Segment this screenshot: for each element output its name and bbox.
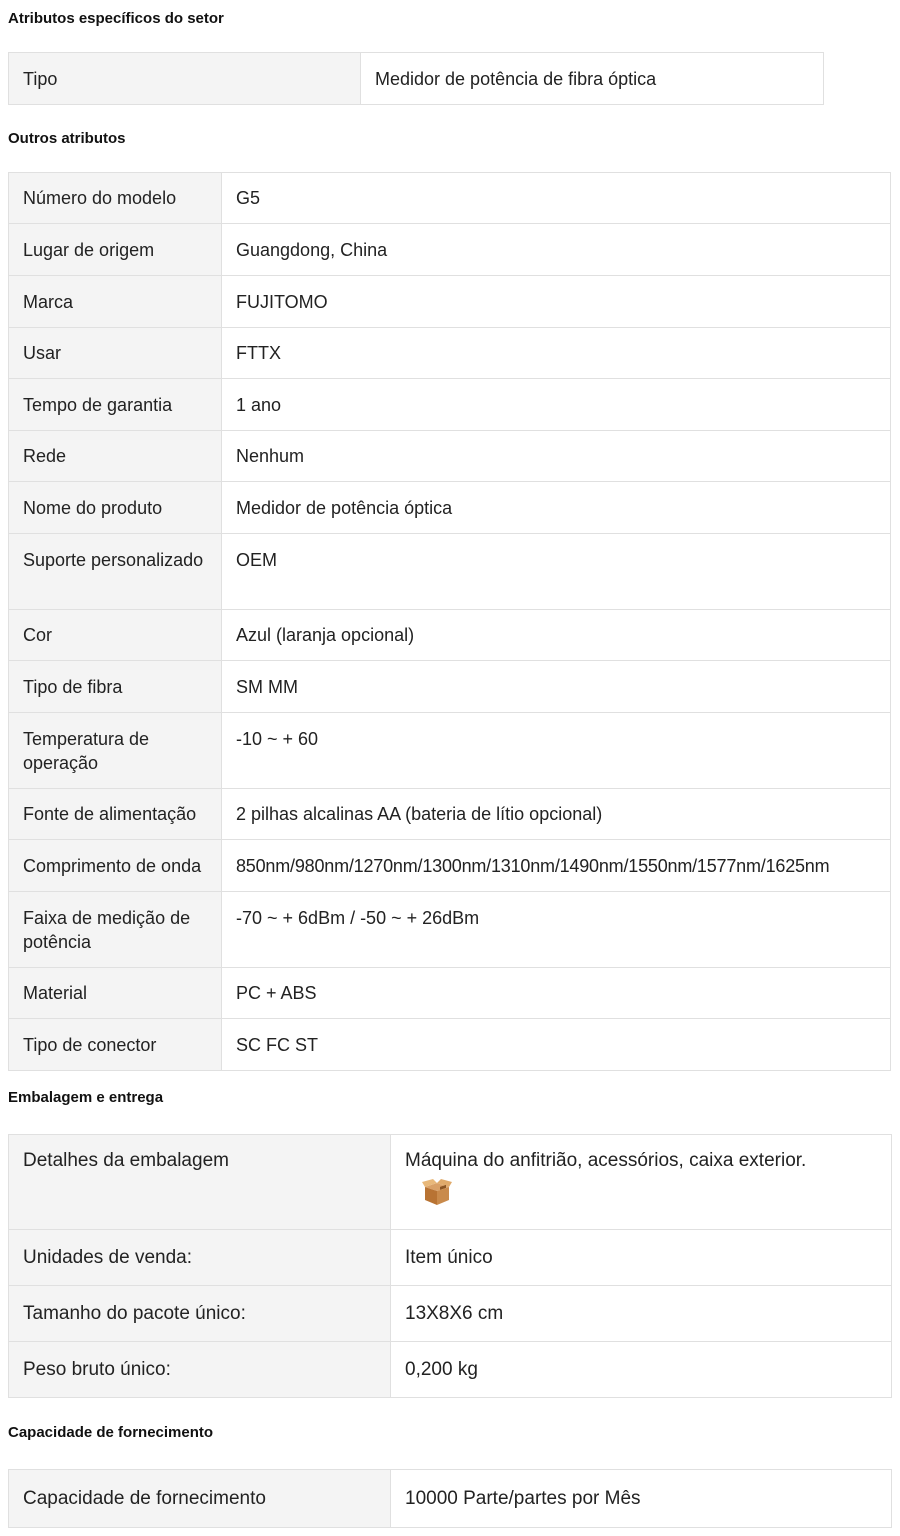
attribute-key: Material (9, 968, 222, 1019)
attribute-value: Guangdong, China (222, 224, 891, 276)
packaging-details-text: Máquina do anfitrião, acessórios, caixa exterior. (405, 1150, 807, 1171)
attribute-value: -70 ~ + 6dBm / -50 ~ + 26dBm (222, 892, 891, 968)
attribute-value: 1 ano (222, 379, 891, 431)
attribute-value: 10000 Parte/partes por Mês (391, 1470, 892, 1528)
attribute-value: 0,200 kg (391, 1342, 892, 1398)
attribute-key: Comprimento de onda (9, 840, 222, 892)
attribute-key: Tamanho do pacote único: (9, 1286, 391, 1342)
attribute-key: Fonte de alimentação (9, 789, 222, 840)
table-row (9, 892, 891, 968)
attribute-value: FUJITOMO (222, 276, 891, 328)
table-row (9, 1470, 892, 1528)
table-row (9, 789, 891, 840)
attribute-key: Rede (9, 431, 222, 482)
table-row (9, 661, 891, 713)
table-row (9, 840, 891, 892)
table-row (9, 534, 891, 610)
attribute-key: Tipo de fibra (9, 661, 222, 713)
attribute-value (391, 1135, 892, 1230)
attribute-value: FTTX (222, 328, 891, 379)
section-title-supply: Capacidade de fornecimento (8, 1424, 214, 1441)
attribute-key: Capacidade de fornecimento (9, 1470, 391, 1528)
attribute-value: Medidor de potência óptica (222, 482, 891, 534)
sector-attributes-table (8, 52, 824, 105)
attribute-key: Usar (9, 328, 222, 379)
table-row (9, 328, 891, 379)
table-row (9, 173, 891, 224)
section-title-packaging: Embalagem e entrega (8, 1089, 164, 1106)
attribute-value: SC FC ST (222, 1019, 891, 1071)
table-row (9, 431, 891, 482)
section-title-sector: Atributos específicos do setor (8, 10, 224, 27)
attribute-value: 2 pilhas alcalinas AA (bateria de lítio opcional) (222, 789, 891, 840)
attribute-key: Tempo de garantia (9, 379, 222, 431)
attribute-key: Unidades de venda: (9, 1230, 391, 1286)
table-row (9, 713, 891, 789)
attribute-value: 13X8X6 cm (391, 1286, 892, 1342)
table-row (9, 276, 891, 328)
attribute-value: SM MM (222, 661, 891, 713)
attribute-key: Cor (9, 610, 222, 661)
attribute-key: Nome do produto (9, 482, 222, 534)
attribute-value: Nenhum (222, 431, 891, 482)
table-row (9, 1286, 892, 1342)
table-row (9, 610, 891, 661)
attribute-value: PC + ABS (222, 968, 891, 1019)
table-row (9, 224, 891, 276)
table-row (9, 1342, 892, 1398)
attribute-value: 850nm/980nm/1270nm/1300nm/1310nm/1490nm/1550nm/1577nm/1625nm (222, 840, 891, 892)
cardboard-box-icon (421, 1177, 453, 1207)
attribute-key: Marca (9, 276, 222, 328)
attribute-key: Lugar de origem (9, 224, 222, 276)
table-row (9, 379, 891, 431)
attribute-key: Faixa de medição de potência (9, 892, 222, 968)
attribute-key: Detalhes da embalagem (9, 1135, 391, 1230)
attribute-value: Medidor de potência de fibra óptica (361, 53, 824, 105)
packaging-table (8, 1134, 892, 1398)
table-row (9, 53, 824, 105)
attribute-value: -10 ~ + 60 (222, 713, 891, 789)
table-row (9, 1135, 892, 1230)
supply-table (8, 1469, 892, 1528)
table-row (9, 968, 891, 1019)
attribute-key: Suporte personalizado (9, 534, 222, 610)
attribute-value: OEM (222, 534, 891, 610)
attribute-value: Item único (391, 1230, 892, 1286)
table-row (9, 482, 891, 534)
attribute-key: Peso bruto único: (9, 1342, 391, 1398)
attribute-key: Número do modelo (9, 173, 222, 224)
attribute-key: Tipo (9, 53, 361, 105)
other-attributes-table (8, 172, 891, 1071)
attribute-value: Azul (laranja opcional) (222, 610, 891, 661)
attribute-value: G5 (222, 173, 891, 224)
attribute-key: Tipo de conector (9, 1019, 222, 1071)
table-row (9, 1019, 891, 1071)
attribute-key: Temperatura de operação (9, 713, 222, 789)
table-row (9, 1230, 892, 1286)
section-title-other: Outros atributos (8, 130, 126, 147)
